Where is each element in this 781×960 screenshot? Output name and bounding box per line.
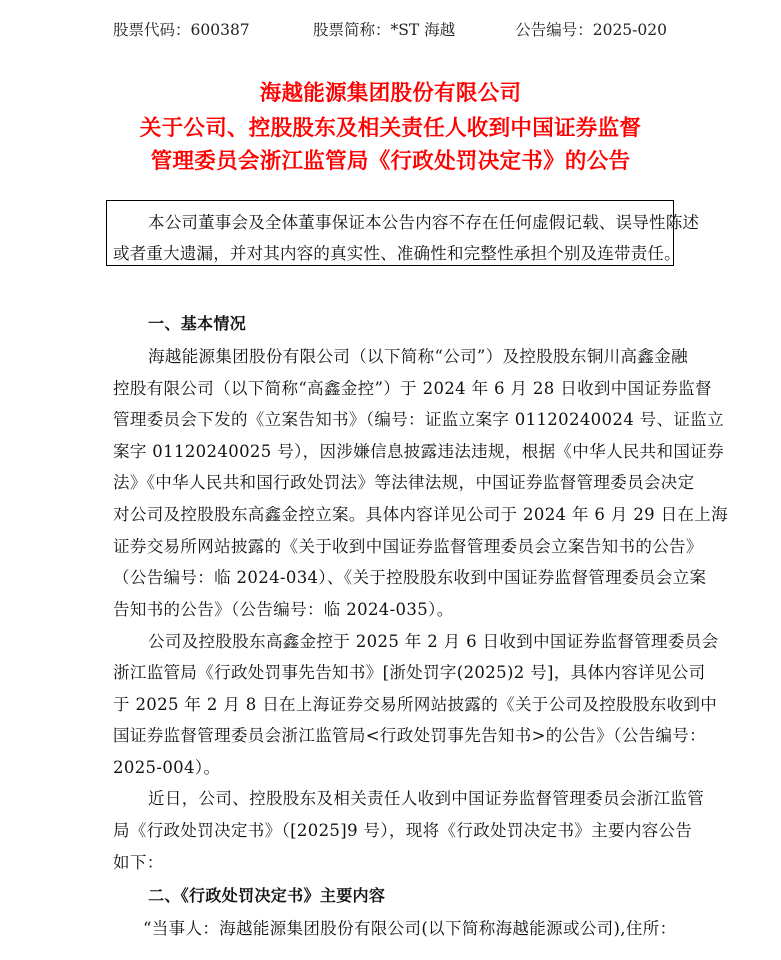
paragraph-line: 浙江监管局《行政处罚事先告知书》[浙处罚字(2025)2 号]，具体内容详见公司 bbox=[113, 663, 706, 682]
paragraph-line: 法》《中华人民共和国行政处罚法》等法律法规，中国证券监督管理委员会决定 bbox=[113, 473, 695, 492]
board-guarantee-notice-box bbox=[106, 200, 700, 266]
paragraph-line: 近日，公司、控股股东及相关责任人收到中国证券监督管理委员会浙江监管 bbox=[148, 789, 705, 808]
paragraph-line: 案字 01120240025 号），因涉嫌信息披露违法违规，根据《中华人民共和国证券 bbox=[113, 442, 724, 461]
paragraph-line: 告知书的公告》（公告编号：临 2024-035）。 bbox=[113, 600, 454, 619]
stock-abbreviation: 股票简称：*ST 海越 bbox=[313, 21, 456, 39]
document-header bbox=[113, 18, 667, 40]
paragraph-line: 如下： bbox=[113, 853, 164, 872]
paragraph-line: 2025-004）。 bbox=[113, 758, 221, 777]
paragraph-line: 控股有限公司（以下简称“高鑫金控”）于 2024 年 6 月 28 日收到中国证券监督 bbox=[113, 379, 712, 398]
paragraph-line: 国证券监督管理委员会浙江监管局<行政处罚事先告知书>的公告》（公告编号： bbox=[113, 726, 706, 745]
paragraph-line: 海越能源集团股份有限公司（以下简称“公司”）及控股股东铜川高鑫金融 bbox=[148, 347, 688, 366]
paragraph-line: （公告编号：临 2024-034）、《关于控股股东收到中国证券监督管理委员会立案 bbox=[113, 568, 707, 587]
paragraph-line: 局《行政处罚决定书》（[2025]9 号），现将《行政处罚决定书》主要内容公告 bbox=[113, 821, 693, 840]
notice-line-1: 本公司董事会及全体董事保证本公告内容不存在任何虚假记载、误导性陈述 bbox=[148, 213, 700, 232]
paragraph-line: “当事人：海越能源集团股份有限公司(以下简称海越能源或公司),住所： bbox=[143, 919, 677, 938]
announcement-number: 公告编号：2025-020 bbox=[515, 21, 667, 39]
paragraph-line: 管理委员会下发的《立案告知书》（编号：证监立案字 01120240024 号、证监立 bbox=[113, 410, 724, 429]
section-1-heading: 一、基本情况 bbox=[148, 314, 247, 333]
title-company: 海越能源集团股份有限公司 bbox=[259, 81, 522, 106]
stock-code: 股票代码：600387 bbox=[113, 21, 250, 39]
title-line-3: 管理委员会浙江监管局《行政处罚决定书》的公告 bbox=[150, 149, 631, 174]
paragraph-line: 对公司及控股股东高鑫金控立案。具体内容详见公司于 2024 年 6 月 29 日在上海 bbox=[113, 505, 729, 524]
notice-line-2: 或者重大遗漏，并对其内容的真实性、准确性和完整性承担个别及连带责任。 bbox=[113, 244, 681, 263]
title-line-2: 关于公司、控股股东及相关责任人收到中国证券监督 bbox=[139, 116, 642, 141]
section-2-heading: 二、《行政处罚决定书》主要内容 bbox=[148, 886, 386, 905]
paragraph-line: 于 2025 年 2 月 8 日在上海证券交易所网站披露的《关于公司及控股股东收到中 bbox=[113, 695, 718, 714]
paragraph-line: 公司及控股股东高鑫金控于 2025 年 2 月 6 日收到中国证券监督管理委员会 bbox=[148, 632, 719, 651]
paragraph-line: 证券交易所网站披露的《关于收到中国证券监督管理委员会立案告知书的公告》 bbox=[113, 537, 703, 556]
